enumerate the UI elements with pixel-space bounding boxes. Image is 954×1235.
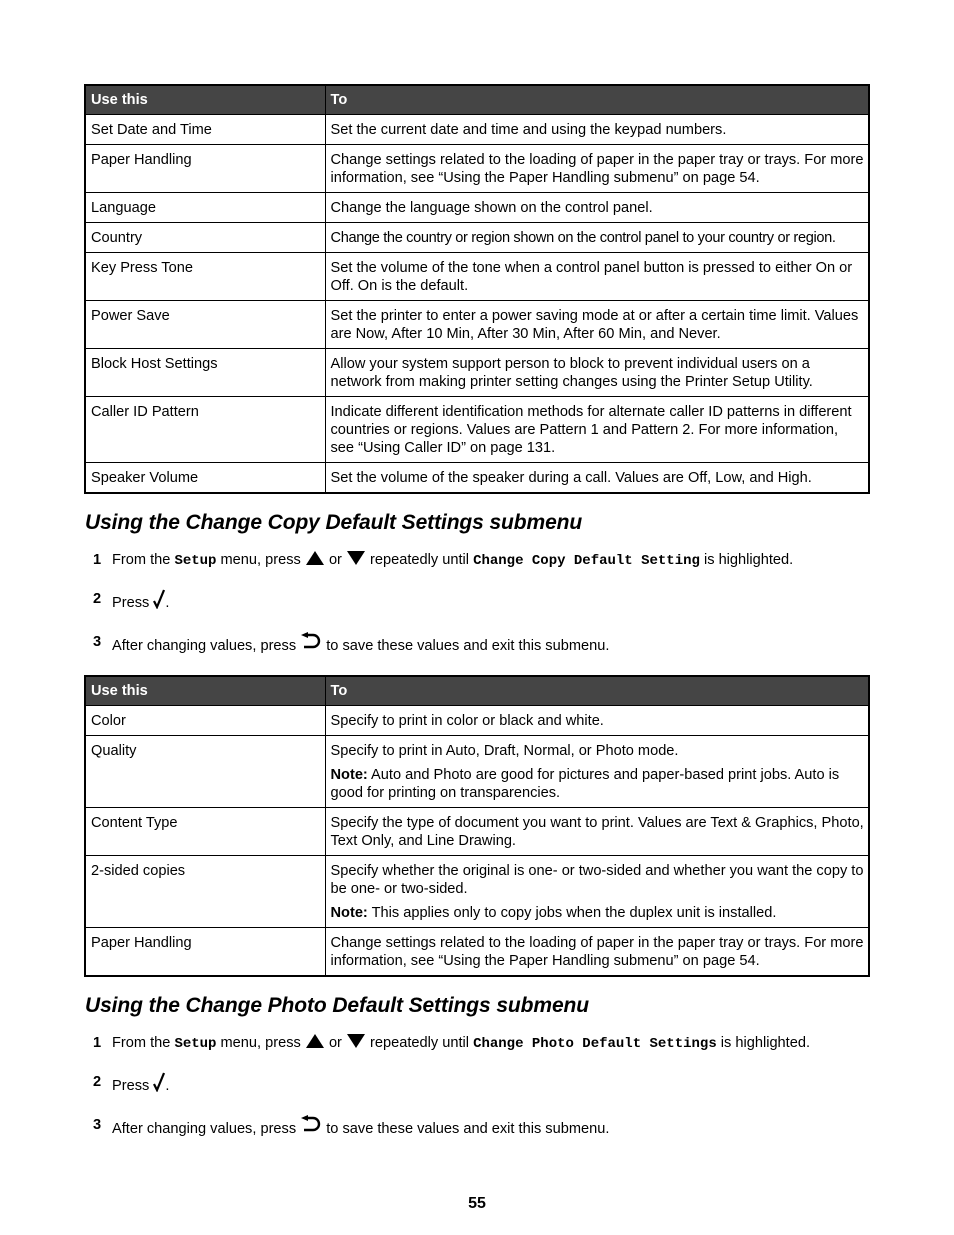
step-number: 1: [93, 1035, 102, 1051]
step-item: [84, 1033, 870, 1055]
step-text: is highlighted.: [699, 552, 794, 568]
step-item: [84, 550, 870, 572]
menu-item-name: Change Photo Default Settings: [473, 1036, 717, 1052]
setting-name: Block Host Settings: [85, 349, 325, 397]
step-text: From the: [112, 1035, 175, 1051]
step-item: [84, 1072, 870, 1098]
setting-name: Speaker Volume: [85, 463, 325, 494]
note-label: Note:: [330, 767, 368, 783]
note-text: [331, 766, 865, 802]
back-icon: [300, 1115, 322, 1141]
up-arrow-icon: [305, 1033, 325, 1055]
table-row: [85, 808, 869, 856]
table-row: [85, 856, 869, 928]
menu-name: Setup: [174, 1036, 217, 1052]
setting-name: Key Press Tone: [85, 253, 325, 301]
step-text: .: [165, 595, 170, 611]
setting-description: Change the language shown on the control panel.: [325, 193, 869, 223]
table-row: [85, 223, 869, 253]
setting-description: Change the country or region shown on the control panel to your country or region.: [325, 223, 869, 253]
checkmark-icon: [153, 1072, 165, 1098]
step-text: to save these values and exit this submenu.: [322, 638, 610, 654]
step-text: From the: [112, 552, 175, 568]
step-text: .: [165, 1078, 170, 1094]
table-row: [85, 706, 869, 736]
down-arrow-icon: [346, 1033, 366, 1055]
setting-name: Paper Handling: [85, 928, 325, 977]
step-item: [84, 1115, 870, 1141]
step-text: Press: [112, 595, 154, 611]
column-header-to: To: [325, 676, 869, 706]
table-row: [85, 463, 869, 494]
setting-description: Change settings related to the loading of paper in the paper tray or trays. For more information, see “Using the Paper Handling submenu” on page 54.: [325, 928, 869, 977]
step-text: menu, press: [216, 1035, 305, 1051]
note-label: Note:: [330, 905, 368, 921]
step-number: 2: [93, 591, 102, 607]
section-heading-copy-defaults: Using the Change Copy Default Settings submenu: [85, 511, 583, 534]
setting-description: Specify to print in color or black and white.: [325, 706, 869, 736]
note-body: Auto and Photo are good for pictures and paper-based print jobs. Auto is good for printing on transparencies.: [330, 767, 840, 801]
setting-name: Quality: [85, 736, 325, 808]
step-number: 3: [93, 1117, 102, 1133]
page-content: [84, 84, 870, 1158]
setting-name: Caller ID Pattern: [85, 397, 325, 463]
page-number: 55: [468, 1195, 486, 1212]
table-row: [85, 301, 869, 349]
copy-defaults-table: [84, 675, 870, 977]
step-text: After changing values, press: [112, 638, 301, 654]
setting-description: [325, 856, 869, 928]
section-heading-photo-defaults: Using the Change Photo Default Settings submenu: [85, 994, 589, 1017]
table-row: [85, 193, 869, 223]
down-arrow-icon: [346, 550, 366, 572]
step-number: 2: [93, 1074, 102, 1090]
setting-description: [325, 736, 869, 808]
description-text: Specify to print in Auto, Draft, Normal, or Photo mode.: [330, 743, 679, 759]
table-header-row: [85, 676, 869, 706]
step-text: Press: [112, 1078, 154, 1094]
photo-steps-list: [84, 1033, 870, 1141]
setting-name: Country: [85, 223, 325, 253]
description-text: Specify whether the original is one- or two-sided and whether you want the copy to be one- or two-sided.: [330, 863, 864, 897]
back-icon: [300, 632, 322, 658]
up-arrow-icon: [305, 550, 325, 572]
column-header-to: To: [325, 85, 869, 115]
table-row: [85, 349, 869, 397]
setting-name: Color: [85, 706, 325, 736]
step-text: After changing values, press: [112, 1121, 301, 1137]
step-text: menu, press: [216, 552, 305, 568]
step-text: or: [324, 1035, 346, 1051]
column-header-use-this: Use this: [85, 85, 325, 115]
menu-item-name: Change Copy Default Setting: [473, 553, 700, 569]
note-body: This applies only to copy jobs when the duplex unit is installed.: [367, 905, 777, 921]
column-header-use-this: Use this: [85, 676, 325, 706]
setting-name: Language: [85, 193, 325, 223]
step-text: to save these values and exit this submenu.: [322, 1121, 610, 1137]
setting-description: Allow your system support person to block to prevent individual users on a network from making printer setting changes using the Printer Setup Utility.: [325, 349, 869, 397]
table-row: [85, 928, 869, 977]
table-row: [85, 145, 869, 193]
note-text: [331, 904, 865, 922]
copy-steps-list: [84, 550, 870, 658]
setting-description: Specify the type of document you want to print. Values are Text & Graphics, Photo, Text Only, and Line Drawing.: [325, 808, 869, 856]
setting-description: Set the volume of the speaker during a call. Values are Off, Low, and High.: [325, 463, 869, 494]
step-text: repeatedly until: [365, 552, 474, 568]
setting-description: Set the printer to enter a power saving mode at or after a certain time limit. Values are Now, After 10 Min, After 30 Min, After 60 Min, and Never.: [325, 301, 869, 349]
table-row: [85, 736, 869, 808]
checkmark-icon: [153, 589, 165, 615]
setting-description: Indicate different identification methods for alternate caller ID patterns in different countries or regions. Values are Pattern 1 and Pattern 2. For more information, see “Using Caller ID” on page 131.: [325, 397, 869, 463]
setup-settings-table: [84, 84, 870, 494]
step-number: 3: [93, 634, 102, 650]
step-number: 1: [93, 552, 102, 568]
step-text: is highlighted.: [716, 1035, 811, 1051]
table-row: [85, 397, 869, 463]
menu-name: Setup: [174, 553, 217, 569]
table-row: [85, 115, 869, 145]
setting-name: Set Date and Time: [85, 115, 325, 145]
setting-name: Paper Handling: [85, 145, 325, 193]
setting-name: Content Type: [85, 808, 325, 856]
step-item: [84, 632, 870, 658]
table-header-row: [85, 85, 869, 115]
step-text: repeatedly until: [365, 1035, 474, 1051]
table-row: [85, 253, 869, 301]
setting-name: Power Save: [85, 301, 325, 349]
step-item: [84, 589, 870, 615]
step-text: or: [324, 552, 346, 568]
setting-description: Change settings related to the loading of paper in the paper tray or trays. For more information, see “Using the Paper Handling submenu” on page 54.: [325, 145, 869, 193]
setting-name: 2-sided copies: [85, 856, 325, 928]
setting-description: Set the current date and time and using the keypad numbers.: [325, 115, 869, 145]
setting-description: Set the volume of the tone when a control panel button is pressed to either On or Off. On is the default.: [325, 253, 869, 301]
